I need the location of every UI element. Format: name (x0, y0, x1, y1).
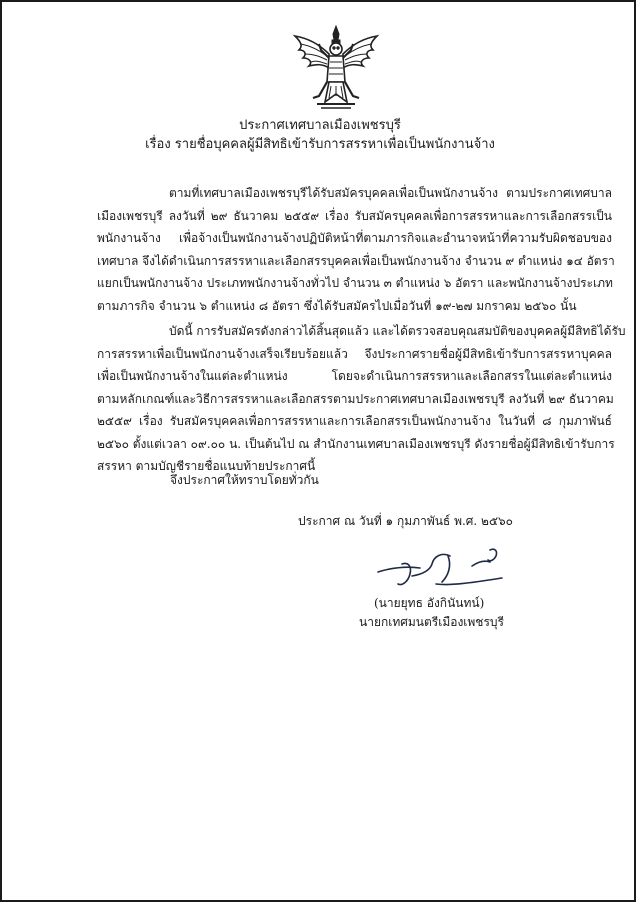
paragraph-2 (97, 320, 626, 478)
announcement-subject: เรื่อง รายชื่อบุคคลผู้มีสิทธิเข้ารับการสรรหาเพื่อเป็นพนักงานจ้าง (145, 137, 495, 152)
paragraph-line: เมืองเพชรบุรี ลงวันที่ ๒๙ ธันวาคม ๒๕๕๙ เรื่อง รับสมัครบุคคลเพื่อการสรรหาและการเลือกสรรเป็น (97, 208, 612, 223)
paragraph-line: เทศบาล จึงได้ดำเนินการสรรหาและเลือกสรรบุคคลเพื่อเป็นพนักงานจ้าง จำนวน ๙ ตำแหน่ง ๑๔ อัตรา (97, 253, 615, 268)
paragraph-line: พนักงานจ้าง เพื่อจ้างเป็นพนักงานจ้างปฏิบัติหน้าที่ตามภารกิจและอำนาจหน้าที่ความรับผิดชอบของ (97, 231, 612, 245)
paragraph-line: บัดนี้ การรับสมัครดังกล่าวได้สิ้นสุดแล้ว และได้ตรวจสอบคุณสมบัติของบุคคลผู้มีสิทธิได้รับ (169, 324, 626, 338)
paragraph-line: แยกเป็นพนักงานจ้าง ประเภทพนักงานจ้างทั่วไป จำนวน ๓ ตำแหน่ง ๖ อัตรา และพนักงานจ้างประเภท (97, 276, 613, 290)
signer-name: (นายยุทธ อังกินันทน์) (374, 596, 485, 610)
closing-statement: จึงประกาศให้ทราบโดยทั่วกัน (170, 473, 319, 487)
paragraph-line: ตามภารกิจ จำนวน ๖ ตำแหน่ง ๘ อัตรา ซึ่งได้รับสมัครไปเมื่อวันที่ ๑๙-๒๗ มกราคม ๒๕๖๐ นั้น (97, 298, 577, 313)
paragraph-line: ตามหลักเกณฑ์และวิธีการสรรหาและเลือกสรรตามประกาศเทศบาลเมืองเพชรบุรี ลงวันที่ ๒๙ ธันวาคม (97, 391, 614, 406)
paragraph-1 (97, 182, 615, 317)
paragraph-line: ๒๕๕๙ เรื่อง รับสมัครบุคคลเพื่อการสรรหาและการเลือกสรรเป็นพนักงานจ้าง ในวันที่ ๘ กุมภาพันธ์ (97, 414, 612, 428)
paragraph-line: เพื่อเป็นพนักงานจ้างในแต่ละตำแหน่ง โดยจะดำเนินการสรรหาและเลือกสรรในแต่ละตำแหน่ง (97, 369, 612, 383)
announcement-title: ประกาศเทศบาลเมืองเพชรบุรี (239, 118, 401, 133)
garuda-emblem-icon (289, 24, 383, 110)
announcement-date: ประกาศ ณ วันที่ ๑ กุมภาพันธ์ พ.ศ. ๒๕๖๐ (298, 514, 513, 528)
handwritten-signature-icon (372, 542, 522, 592)
paragraph-line: การสรรหาเพื่อเป็นพนักงานจ้างเสร็จเรียบร้อยแล้ว จึงประกาศรายชื่อผู้มีสิทธิเข้ารับการสรรหาบุคคล (97, 346, 612, 361)
signer-title: นายกเทศมนตรีเมืองเพชรบุรี (359, 615, 504, 629)
paragraph-line: ๒๕๖๐ ตั้งแต่เวลา ๐๙.๐๐ น. เป็นต้นไป ณ สำนักงานเทศบาลเมืองเพชรบุรี ดังรายชื่อผู้มีสิทธิเข้ารับการ (97, 436, 615, 451)
paragraph-line: ตามที่เทศบาลเมืองเพชรบุรีได้รับสมัครบุคคลเพื่อเป็นพนักงานจ้าง ตามประกาศเทศบาล (169, 186, 612, 200)
paragraph-line: สรรหา ตามบัญชีรายชื่อแนบท้ายประกาศนี้ (97, 459, 316, 473)
